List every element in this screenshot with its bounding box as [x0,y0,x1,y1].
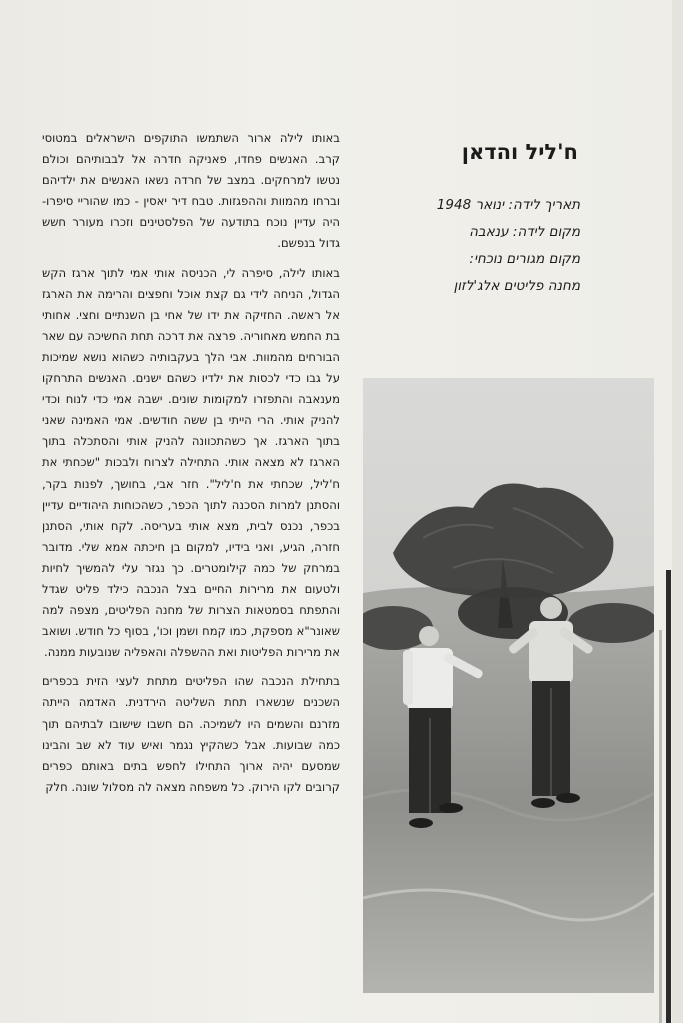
birth-place: מקום לידה: ענאבה [469,224,580,240]
photo-illustration [363,378,654,993]
profile-facts [350,192,580,300]
residence-value: מחנה פליטים אלג'לזון [453,278,580,294]
paragraph: בתחילת הנכבה שהו הפליטים מתחת לעצי הזית בכפרים השכנים שנשארו תחת השליטה הירדנית. האדמה הייתה מזרנם והשמים היו לשמיכה. הם חשבו שישובו לבתיהם תוך כמה שבועות. אבל כשהקיץ נגמר ואיש עוד לא שב והבינו שמסעם יהיה ארוך התחילו לחפש בתים באותם כפרים קרובים לקו הירוק. כל משפחה מצאה לה מסלול שונה. חלק [42,674,340,794]
page-edge-shadow [659,630,662,1023]
birth-date: תאריך לידה: ינואר 1948 [436,197,580,213]
residence-label: מקום מגורים נוכחי: [469,251,580,267]
photograph-two-men-in-field [363,378,654,993]
paragraph: באותו לילה, סיפרה לי, הכניסה אותי אמי לתוך ארגז הקש הגדול, הניחה לידי גם קצת אוכל וחפצים והרימה את הארגז אל ראשה. החזיקה את ידו של אחי בן השנתיים וחצי. אחותי בת החמש מאחוריה. פרצה את דרכה תחת החשיכה עם שאר הבורחים מהמוות. אבי הלך בעקבותיה כשהוא נושא שמיכות על גבו כדי לכסות את ילדיו כשהם ישנים. האנשים התרחקו מענאבה והתפזרו למקומות שונים. ישבה אמי כדי לנוח וכדי להניק אותי. הרי הייתי בן ששה חודשים. אמי האמינה שאני בתוך הארגז. אך כשהתכוונה להניק אותי והסתכלה בתוך הארגז לא מצאה אותי. התחילה לצרוח ולבכות "שכחתי את ח'ליל, שכחתי את ח'ליל". חזר אבי, בחושך, לפנות בקר, והסתנן למרות הסכנה לתוך הכפר, כשהכוחות היהודיים עדיין בכפר, נכנס לבית, מצא אותי בעריסה. לקח אותי, הסתנן חזרה, הגיע, ואני בידיו, למקום בן חיכתה אמא שלי. מדובר במרחק של כמה קילומטרים. כך נגזר עלי להמשיך לחיות ולטעום את מרירות החיים בצל הנכבה כילד פליט שגדל והתפתח בסמטאות הצרות של מחנה הפליטים, מצפה למה שאונר"א מספקת, כמו קמח ושמן וכו', בסוף כל חודש. ושואב את מרירות הפליטות ואת ההשפלה והאפליה שנובעות ממנה. [42,265,340,660]
article-body [42,128,340,806]
paragraph: באותו לילה ארור השתמשו התוקפים הישראלים במטוסי קרב. האנשים פחדו, פאניקה חדרה אל לבבותיהם וכולם נטשו למרחקים. במצב של חרדה נשאו האנשים את ילדיהם וברחו מהמוות וההפגזות. טבח דיר יאסין - כמו שהוריי סיפרו- היה עדיין נוכח בתודעה של הפלסטינים וזכרו מעורר חשש גדול בנפשם. [42,131,340,251]
page-edge [666,570,671,1023]
article-title: ח'ליל והדאן [461,140,578,164]
